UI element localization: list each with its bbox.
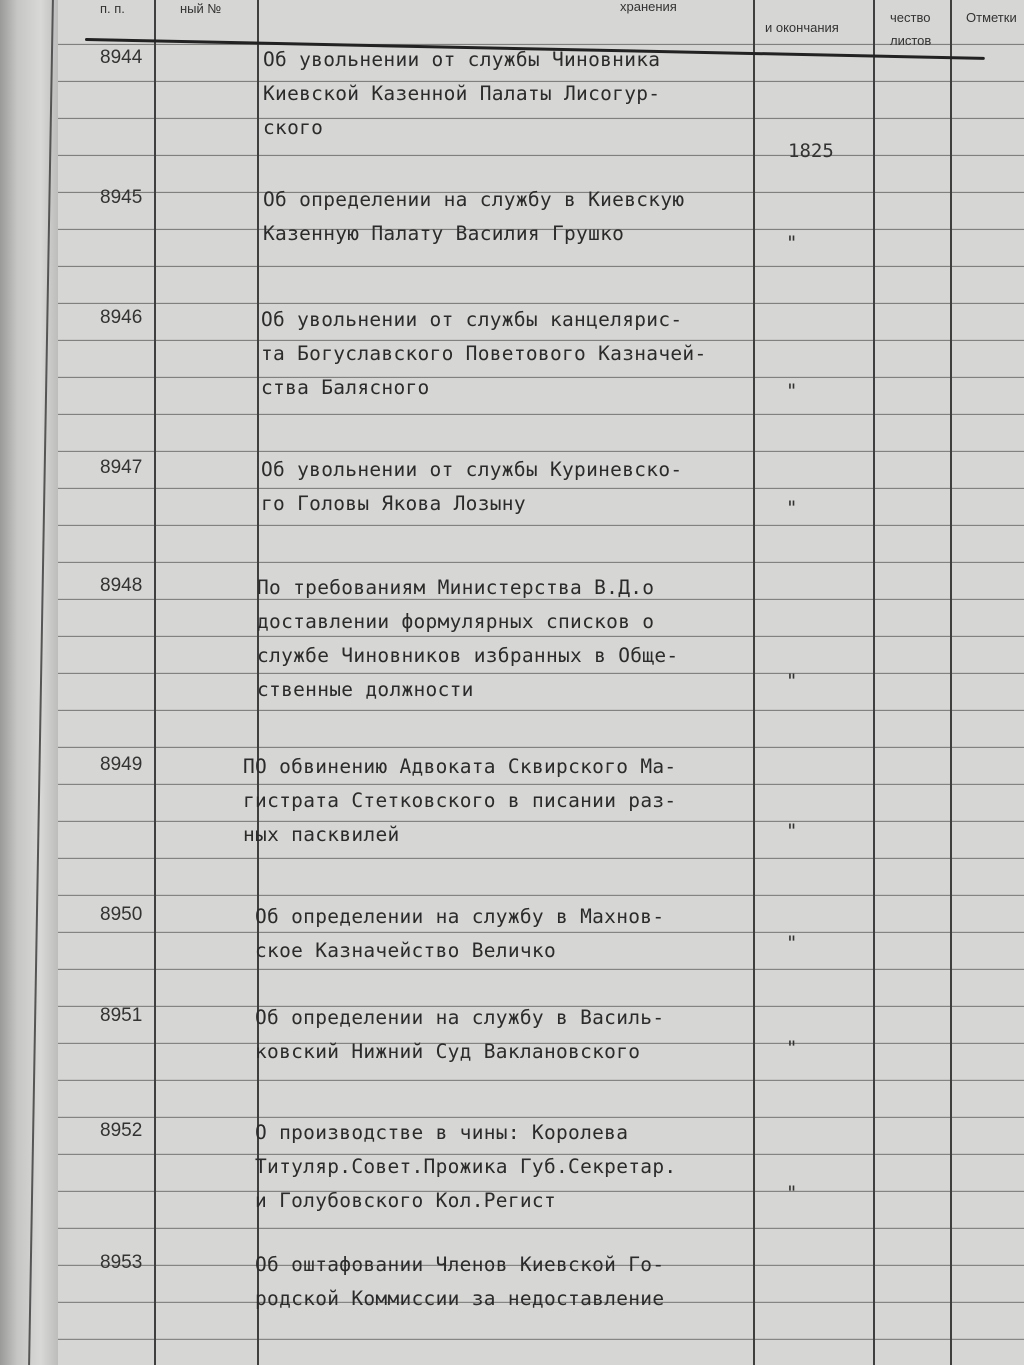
ditto-mark: " [786, 932, 798, 954]
header-number: п. п. [100, 1, 125, 16]
record-title-line: доставлении формулярных списков о [257, 610, 655, 633]
record-title-line: Титуляр.Совет.Прожика Губ.Секретар. [255, 1155, 677, 1178]
ditto-mark: " [786, 1182, 798, 1204]
record-title-line: По требованиям Министерства В.Д.о [257, 576, 655, 599]
record-number: 8946 [100, 307, 143, 328]
record-title-line: Об увольнении от службы Чиновника [263, 48, 661, 71]
ditto-mark: " [786, 820, 798, 842]
header-storage: хранения [620, 0, 677, 14]
record-number: 8953 [100, 1252, 143, 1273]
record-title-line: ственные должности [257, 678, 474, 701]
header-sheets-1: чество [890, 10, 931, 25]
record-number: 8945 [100, 187, 143, 208]
record-title-line: Об определении на службу в Киевскую [263, 188, 685, 211]
column-divider [873, 0, 875, 1365]
column-divider [154, 0, 156, 1365]
ditto-mark: " [786, 232, 798, 254]
record-number: 8952 [100, 1120, 143, 1141]
header-sheets-2: листов [890, 33, 932, 48]
column-divider [950, 0, 952, 1365]
record-title-line: Об увольнении от службы канцелярис- [261, 308, 683, 331]
record-title-line: ковский Нижний Суд Ваклановского [255, 1040, 641, 1063]
record-number: 8949 [100, 754, 143, 775]
binding-edge [28, 0, 54, 1365]
header-inventory-number: ный № [180, 1, 222, 16]
record-title-line: Об определении на службу в Махнов- [255, 905, 665, 928]
header-dates: и окончания [765, 20, 839, 35]
record-title-line: ского [263, 116, 324, 139]
record-title [255, 900, 664, 968]
record-title-line: О производстве в чины: Королева [255, 1121, 629, 1144]
record-title [261, 453, 682, 521]
record-title-line: ское Казначейство Величко [255, 939, 556, 962]
record-number: 8951 [100, 1005, 143, 1026]
record-title [243, 750, 676, 852]
ditto-mark: " [786, 670, 798, 692]
record-title [255, 1116, 676, 1218]
record-title [255, 1248, 664, 1316]
ditto-mark: " [786, 380, 798, 402]
ditto-mark: " [786, 497, 798, 519]
record-title-line: гистрата Стетковского в писании раз- [243, 789, 677, 812]
record-title [261, 303, 706, 405]
record-title-line: родской Коммиссии за недоставление [255, 1287, 665, 1310]
record-title [263, 43, 660, 145]
record-number: 8947 [100, 457, 143, 478]
record-title-line: Об увольнении от службы Куриневско- [261, 458, 683, 481]
record-title-line: и Голубовского Кол.Регист [255, 1189, 556, 1212]
record-title-line: Об оштафовании Членов Киевской Го- [255, 1253, 665, 1276]
ditto-mark: " [786, 1037, 798, 1059]
record-title [255, 1001, 664, 1069]
record-title-line: Об определении на службу в Василь- [255, 1006, 665, 1029]
record-title-line: та Богуславского Поветового Казначей- [261, 342, 707, 365]
record-number: 8950 [100, 904, 143, 925]
header-notes: Отметки [966, 10, 1017, 25]
record-date: 1825 [788, 140, 834, 162]
record-title [263, 183, 684, 251]
record-number: 8948 [100, 575, 143, 596]
book-binding [0, 0, 58, 1365]
record-title-line: Киевской Казенной Палаты Лисогур- [263, 82, 661, 105]
record-number: 8944 [100, 47, 143, 68]
record-title-line: го Головы Якова Лозыну [261, 492, 526, 515]
record-title-line: ства Балясного [261, 376, 430, 399]
record-title-line: Казенную Палату Василия Грушко [263, 222, 625, 245]
column-divider [753, 0, 755, 1365]
record-title-line: службе Чиновников избранных в Обще- [257, 644, 679, 667]
record-title-line: ПО обвинению Адвоката Сквирского Ма- [243, 755, 677, 778]
record-title-line: ных пасквилей [243, 823, 400, 846]
record-title [257, 571, 678, 707]
